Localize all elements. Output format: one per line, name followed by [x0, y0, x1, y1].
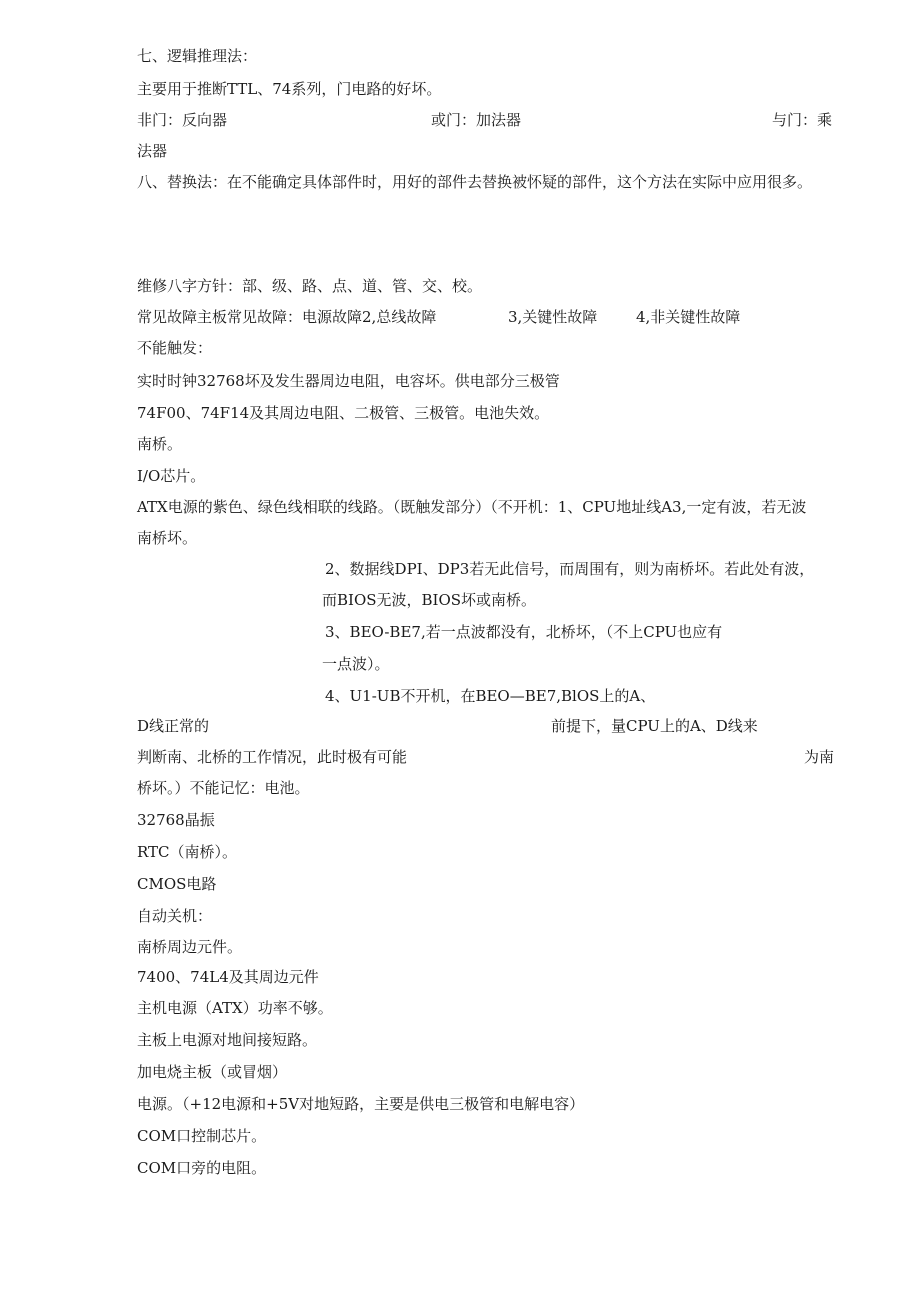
text-line: 常见故障主板常见故障：电源故障2,总线故障	[137, 308, 437, 326]
text-line: 2、数据线DPI、DP3若无此信号，而周围有，则为南桥坏。若此处有波，	[325, 560, 815, 578]
text-line: 7400、74L4及其周边元件	[137, 968, 319, 986]
text-line: 4,非关键性故障	[636, 308, 741, 326]
text-line: 前提下，量CPU上的A、D线来	[551, 717, 758, 735]
text-line: 南桥。	[137, 435, 183, 453]
text-line: 主板上电源对地间接短路。	[137, 1031, 318, 1049]
heading-logic-reasoning: 七、逻辑推理法：	[137, 47, 258, 65]
text-line: 桥坏。）不能记忆：电池。	[137, 779, 310, 797]
text-line: 法器	[137, 142, 168, 160]
text-line: 主要用于推断TTL、74系列，门电路的好坏。	[137, 80, 442, 98]
text-line: 3,关键性故障	[508, 308, 598, 326]
text-line: 非门：反向器	[137, 111, 228, 129]
text-line: 不能触发：	[137, 339, 213, 357]
text-line: 与门：乘	[772, 111, 833, 129]
text-line: 主机电源（ATX）功率不够。	[137, 999, 333, 1017]
text-line: 南桥周边元件。	[137, 938, 243, 956]
text-line: 电源。（+12电源和+5V对地短路，主要是供电三极管和电解电容）	[137, 1095, 585, 1113]
text-line: 一点波）。	[322, 655, 390, 673]
text-line: 为南	[804, 748, 835, 766]
text-line: COM口旁的电阻。	[137, 1159, 267, 1177]
text-line: 自动关机：	[137, 907, 213, 925]
text-line: I/O芯片。	[137, 467, 206, 485]
text-line: 74F00、74F14及其周边电阻、二极管、三极管。电池失效。	[137, 404, 550, 422]
text-line: 32768晶振	[137, 811, 215, 829]
text-line: 4、U1-UB不开机，在BEO—BE7,BlOS上的A、	[325, 687, 656, 705]
text-line: 3、BEO-BE7,若一点波都没有，北桥坏，（不上CPU也应有	[325, 623, 723, 641]
text-line: 或门：加法器	[431, 111, 522, 129]
text-line: 实时时钟32768坏及发生器周边电阻，电容坏。供电部分三极管	[137, 372, 560, 390]
text-line: CMOS电路	[137, 875, 217, 893]
text-line: COM口控制芯片。	[137, 1127, 267, 1145]
text-line: 而BIOS无波，BIOS坏或南桥。	[322, 591, 537, 609]
text-line: 加电烧主板（或冒烟）	[137, 1063, 288, 1081]
text-line: ATX电源的紫色、绿色线相联的线路。（既触发部分）（不开机：1、CPU地址线A3,一定有波，若无波	[137, 498, 807, 516]
text-line: 维修八字方针：部、级、路、点、道、管、交、校。	[137, 277, 483, 295]
text-line: D线正常的	[137, 717, 210, 735]
text-line: 判断南、北桥的工作情况，此时极有可能	[137, 748, 408, 766]
heading-replacement: 八、替换法：在不能确定具体部件时，用好的部件去替换被怀疑的部件，这个方法在实际中应用很多。	[137, 173, 813, 191]
text-line: 南桥坏。	[137, 529, 198, 547]
text-line: RTC（南桥）。	[137, 843, 238, 861]
